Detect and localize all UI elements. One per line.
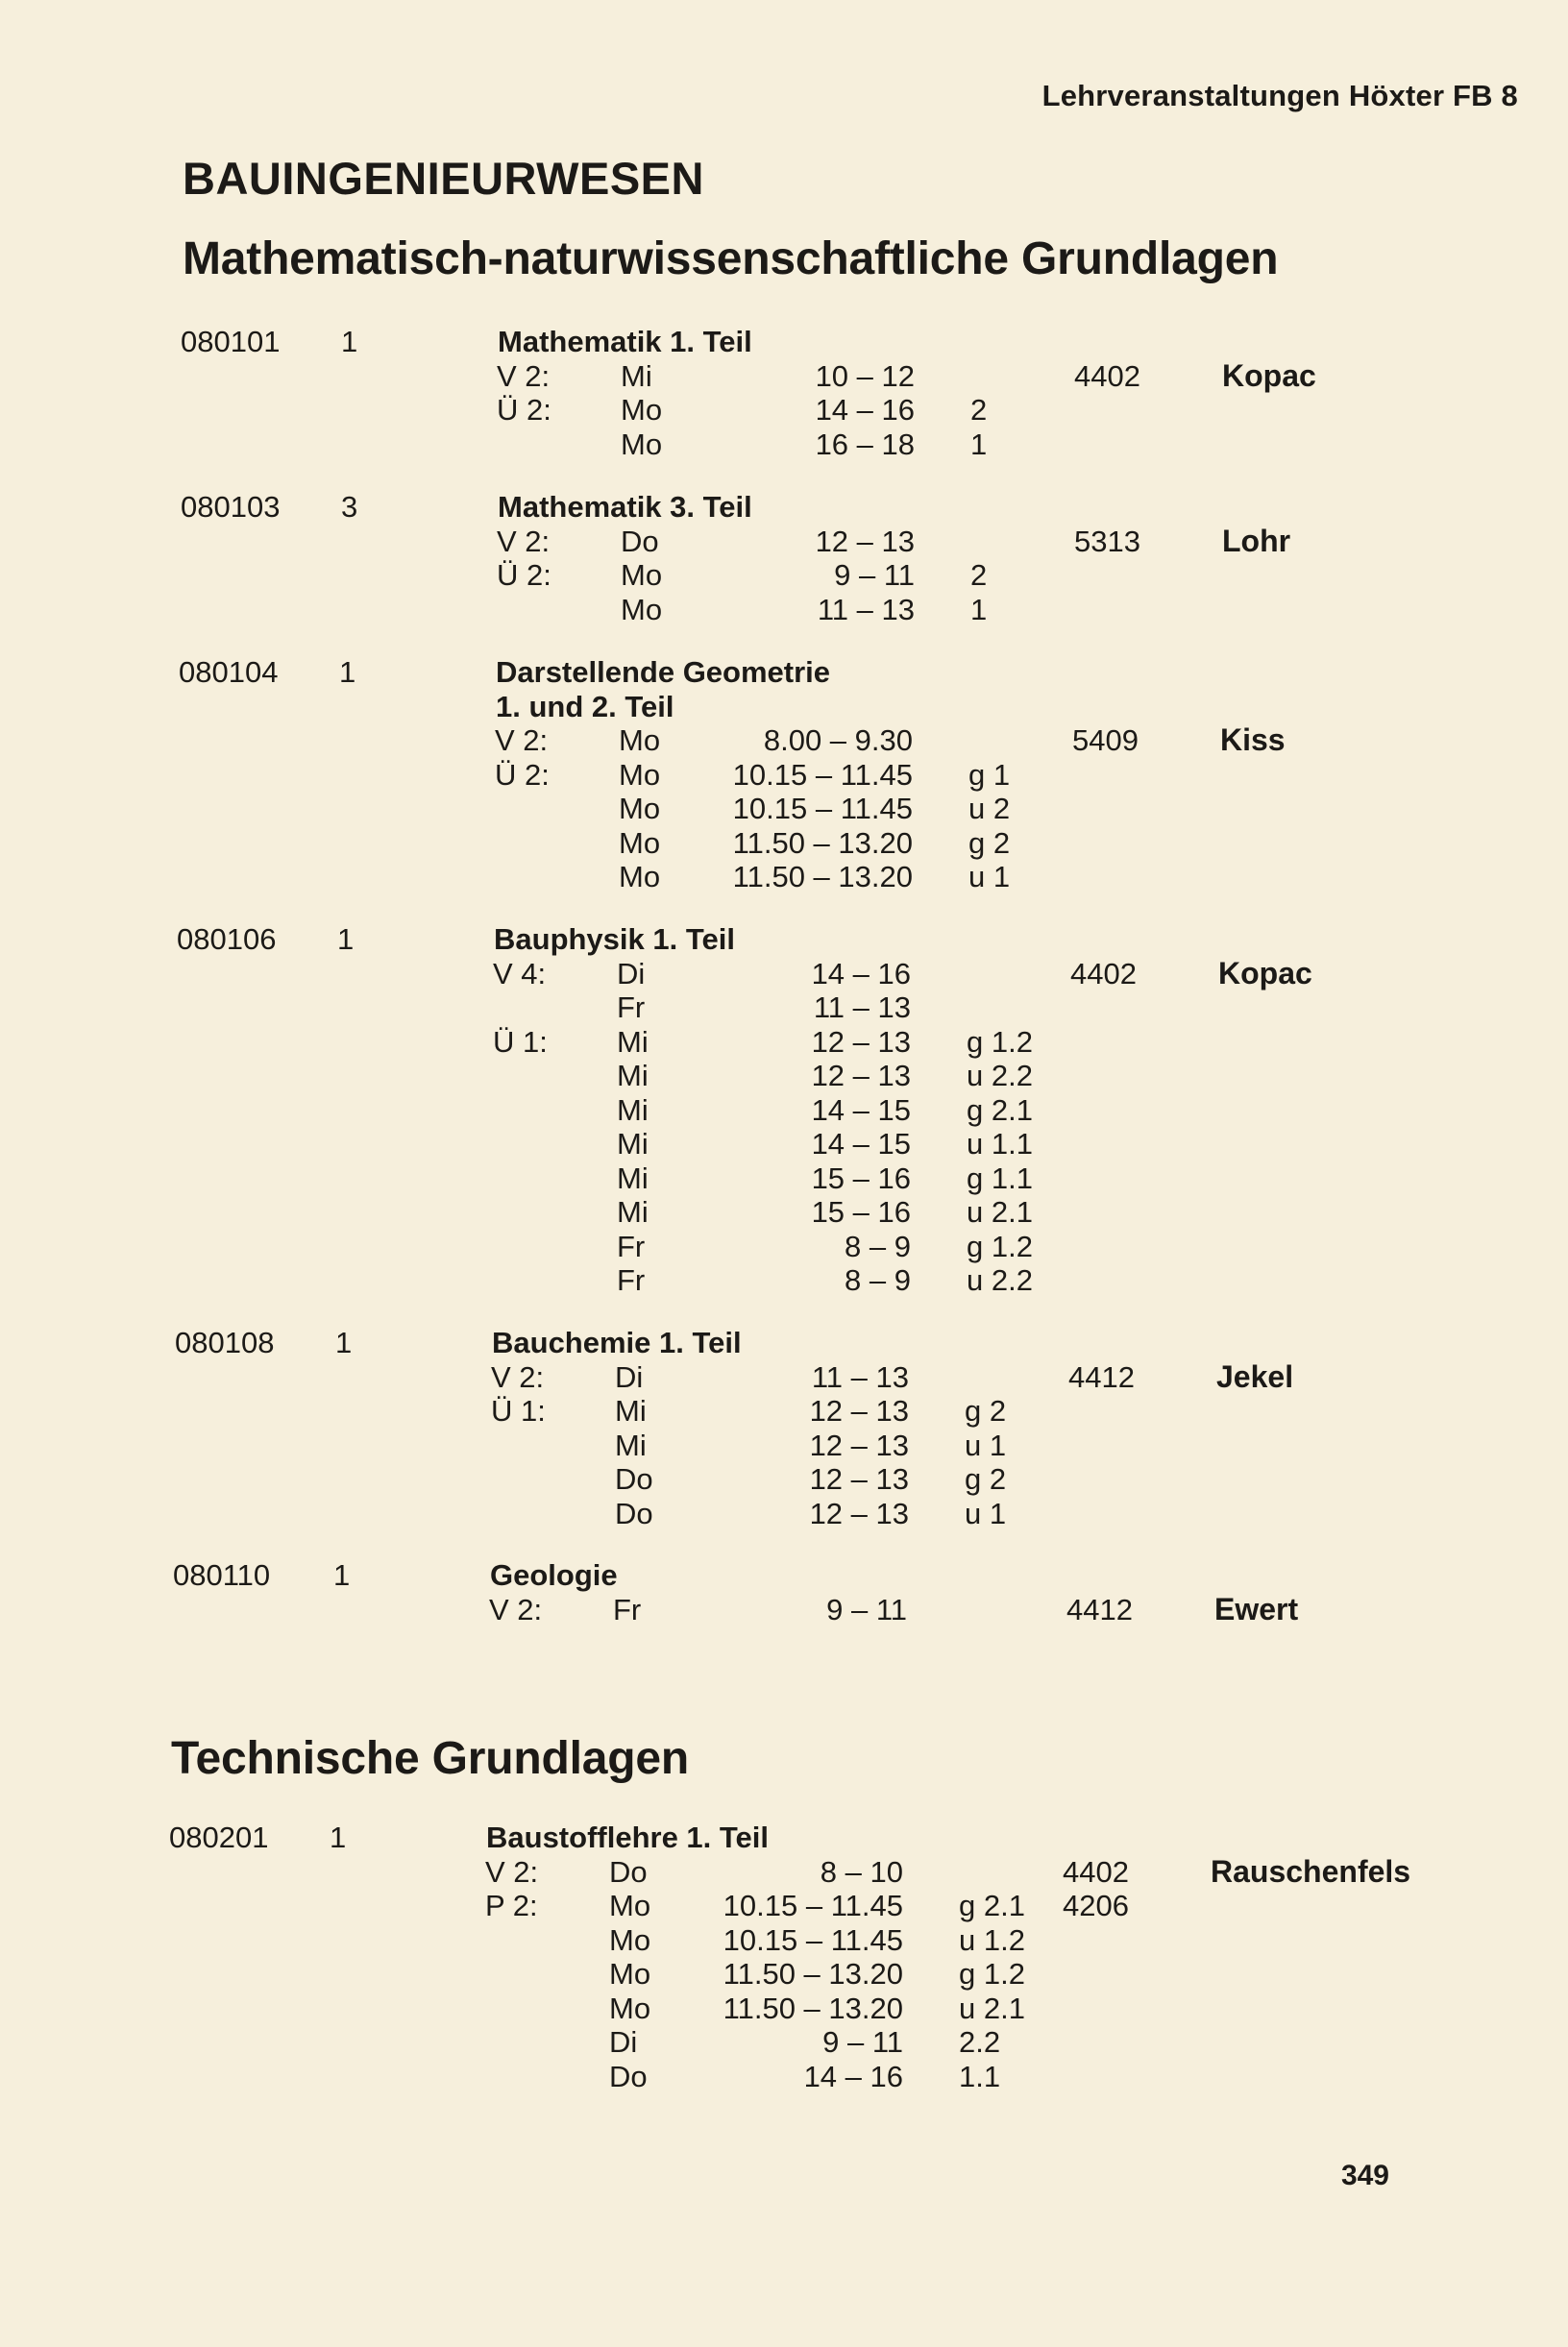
time-range: 12 – 13 xyxy=(809,1428,909,1462)
room-number: 4402 xyxy=(1063,1854,1129,1889)
schedule-row xyxy=(0,393,1568,427)
weekday: Mi xyxy=(617,1092,649,1127)
weekday: Mo xyxy=(609,1957,651,1991)
group-code: u 1.1 xyxy=(967,1127,1033,1161)
group-code: u 1 xyxy=(965,1496,1007,1530)
event-type: P 2: xyxy=(485,1889,538,1922)
time-range: 14 – 15 xyxy=(811,1092,911,1127)
group-code: g 2 xyxy=(965,1462,1007,1496)
time-range: 15 – 16 xyxy=(811,1161,911,1195)
weekday: Do xyxy=(609,1854,648,1889)
schedule-row xyxy=(0,758,1568,792)
event-type: V 2: xyxy=(489,1592,543,1626)
group-code: 1.1 xyxy=(959,2059,1001,2093)
weekday: Mo xyxy=(619,860,661,893)
schedule-row xyxy=(0,1263,1568,1297)
course-title: Mathematik 1. Teil xyxy=(498,325,752,358)
schedule-row xyxy=(0,723,1568,757)
weekday: Mi xyxy=(617,1195,649,1229)
group-code: u 1 xyxy=(965,1428,1007,1462)
time-range: 12 – 13 xyxy=(815,524,915,558)
time-range: 8 – 10 xyxy=(820,1854,903,1889)
group-code: u 2.1 xyxy=(959,1991,1025,2025)
schedule-row xyxy=(0,860,1568,893)
schedule-row xyxy=(0,990,1568,1024)
course-number: 080110 xyxy=(173,1558,271,1592)
weekday: Mi xyxy=(615,1394,647,1428)
course-title: Baustofflehre 1. Teil xyxy=(486,1821,769,1854)
schedule-row xyxy=(0,1161,1568,1195)
time-range: 10.15 – 11.45 xyxy=(723,1922,903,1957)
weekday: Do xyxy=(615,1496,653,1530)
time-range: 10.15 – 11.45 xyxy=(723,1889,903,1922)
course-semester: 1 xyxy=(335,1326,353,1359)
schedule-row xyxy=(0,1093,1568,1127)
weekday: Di xyxy=(617,956,646,990)
weekday: Mi xyxy=(617,1127,649,1161)
time-range: 8 – 9 xyxy=(845,1229,911,1263)
event-type: V 2: xyxy=(495,723,549,757)
weekday: Fr xyxy=(617,1229,646,1263)
schedule-row xyxy=(0,1957,1568,1991)
course-number: 080108 xyxy=(175,1326,275,1359)
group-code: g 2 xyxy=(965,1394,1007,1428)
course-number: 080104 xyxy=(179,655,279,689)
group-code: g 1 xyxy=(968,757,1011,792)
schedule-row xyxy=(0,428,1568,461)
weekday: Di xyxy=(609,2025,638,2059)
page-number: 349 xyxy=(1340,2160,1389,2191)
event-type: Ü 2: xyxy=(495,757,550,792)
course-semester: 3 xyxy=(341,490,358,524)
group-code: u 1 xyxy=(968,860,1011,893)
group-code: g 2 xyxy=(968,825,1011,860)
time-range: 12 – 13 xyxy=(811,1059,911,1092)
weekday: Mo xyxy=(609,1889,651,1922)
lecturer-name: Kiss xyxy=(1220,722,1286,757)
time-range: 14 – 16 xyxy=(815,393,915,427)
time-range: 11.50 – 13.20 xyxy=(732,860,913,893)
schedule-row xyxy=(0,1593,1568,1626)
schedule-row xyxy=(0,1059,1568,1092)
weekday: Mo xyxy=(619,723,661,757)
schedule-row xyxy=(0,1127,1568,1161)
schedule-row xyxy=(0,1025,1568,1059)
course-title: Mathematik 3. Teil xyxy=(498,490,752,524)
time-range: 11 – 13 xyxy=(813,990,911,1024)
group-code: g 2.1 xyxy=(967,1092,1033,1127)
schedule-row xyxy=(0,1360,1568,1394)
group-code: 2.2 xyxy=(959,2025,1001,2059)
time-range: 11 – 13 xyxy=(811,1359,909,1394)
weekday: Mi xyxy=(617,1161,649,1195)
course-semester: 1 xyxy=(339,655,356,689)
event-type: V 2: xyxy=(497,358,551,393)
running-header: Lehrveranstaltungen Höxter FB 8 xyxy=(1041,79,1518,112)
time-range: 10 – 12 xyxy=(815,358,915,393)
time-range: 12 – 13 xyxy=(809,1394,909,1428)
lecturer-name: Lohr xyxy=(1222,523,1291,558)
weekday: Fr xyxy=(617,1263,646,1297)
schedule-row xyxy=(0,1195,1568,1229)
time-range: 12 – 13 xyxy=(809,1496,909,1530)
weekday: Do xyxy=(609,2059,648,2093)
group-code: g 1.1 xyxy=(967,1161,1033,1195)
event-type: Ü 2: xyxy=(497,393,551,427)
event-type: Ü 1: xyxy=(493,1024,548,1059)
lecturer-name: Rauschenfels xyxy=(1211,1853,1411,1889)
schedule-row xyxy=(0,826,1568,860)
room-number: 4402 xyxy=(1074,358,1140,393)
room-number: 4412 xyxy=(1068,1359,1135,1394)
group-code: 2 xyxy=(970,393,988,427)
weekday: Mi xyxy=(617,1059,649,1092)
time-range: 11.50 – 13.20 xyxy=(732,825,913,860)
group-code: u 2.2 xyxy=(967,1059,1033,1092)
course-number: 080103 xyxy=(181,490,281,524)
group-code: 2 xyxy=(970,558,988,592)
schedule-row xyxy=(0,558,1568,592)
time-range: 14 – 16 xyxy=(811,956,911,990)
course-number: 080101 xyxy=(181,325,281,358)
schedule-row xyxy=(0,957,1568,990)
event-type: V 2: xyxy=(497,524,551,558)
course-title: Bauchemie 1. Teil xyxy=(492,1326,742,1359)
schedule-row xyxy=(0,1429,1568,1462)
schedule-row xyxy=(0,359,1568,393)
lecturer-name: Kopac xyxy=(1218,955,1312,990)
section-heading: Mathematisch-naturwissenschaftliche Grundlagen xyxy=(183,233,1279,284)
group-code: u 1.2 xyxy=(959,1922,1025,1957)
course-title-continued: 1. und 2. Teil xyxy=(496,689,674,723)
group-code: u 2 xyxy=(968,792,1011,825)
group-code: u 2.2 xyxy=(967,1263,1033,1297)
course-title: Bauphysik 1. Teil xyxy=(494,922,735,956)
room-number: 5313 xyxy=(1074,524,1140,558)
group-code: u 2.1 xyxy=(967,1195,1033,1229)
course-semester: 1 xyxy=(330,1821,347,1854)
room-number: 4402 xyxy=(1070,956,1137,990)
course-number: 080201 xyxy=(169,1821,269,1854)
time-range: 8.00 – 9.30 xyxy=(763,723,913,757)
lecturer-name: Kopac xyxy=(1222,357,1316,393)
room-number: 5409 xyxy=(1072,723,1139,757)
schedule-row xyxy=(0,2060,1568,2093)
time-range: 9 – 11 xyxy=(826,1592,907,1626)
weekday: Fr xyxy=(617,990,646,1024)
lecturer-name: Ewert xyxy=(1214,1591,1299,1626)
course-title: Darstellende Geometrie xyxy=(496,655,831,689)
weekday: Mo xyxy=(621,427,663,461)
event-type: V 2: xyxy=(485,1854,539,1889)
weekday: Mo xyxy=(609,1991,651,2025)
group-code: 1 xyxy=(970,592,988,626)
weekday: Mo xyxy=(621,592,663,626)
course-title: Geologie xyxy=(490,1558,618,1592)
main-title: BAUINGENIEURWESEN xyxy=(183,153,704,204)
course-semester: 1 xyxy=(341,325,358,358)
weekday: Mi xyxy=(615,1428,647,1462)
event-type: Ü 2: xyxy=(497,558,551,592)
schedule-row xyxy=(0,1889,1568,1922)
time-range: 15 – 16 xyxy=(811,1195,911,1229)
time-range: 16 – 18 xyxy=(815,427,915,461)
event-type: V 2: xyxy=(491,1359,545,1394)
schedule-row xyxy=(0,1992,1568,2025)
weekday: Fr xyxy=(613,1592,642,1626)
course-semester: 1 xyxy=(333,1558,351,1592)
schedule-row xyxy=(0,593,1568,626)
course-semester: 1 xyxy=(337,922,355,956)
schedule-row xyxy=(0,1923,1568,1957)
time-range: 11.50 – 13.20 xyxy=(723,1991,903,2025)
lecturer-name: Jekel xyxy=(1216,1358,1294,1394)
schedule-row xyxy=(0,1497,1568,1530)
weekday: Mi xyxy=(621,358,652,393)
time-range: 12 – 13 xyxy=(811,1024,911,1059)
group-code: g 2.1 xyxy=(959,1889,1025,1922)
schedule-row xyxy=(0,2025,1568,2059)
schedule-row xyxy=(0,792,1568,825)
schedule-row xyxy=(0,1462,1568,1496)
group-code: g 1.2 xyxy=(967,1229,1033,1263)
weekday: Di xyxy=(615,1359,644,1394)
weekday: Mo xyxy=(619,825,661,860)
schedule-row xyxy=(0,1394,1568,1428)
schedule-row xyxy=(0,525,1568,558)
weekday: Do xyxy=(621,524,659,558)
group-code: g 1.2 xyxy=(967,1024,1033,1059)
weekday: Mo xyxy=(619,792,661,825)
section-heading: Technische Grundlagen xyxy=(171,1733,690,1784)
room-number: 4206 xyxy=(1063,1889,1129,1922)
schedule-row xyxy=(0,1855,1568,1889)
time-range: 11 – 13 xyxy=(817,592,915,626)
group-code: 1 xyxy=(970,427,988,461)
event-type: V 4: xyxy=(493,956,547,990)
time-range: 10.15 – 11.45 xyxy=(732,792,913,825)
weekday: Mo xyxy=(609,1922,651,1957)
time-range: 10.15 – 11.45 xyxy=(732,757,913,792)
course-number: 080106 xyxy=(177,922,277,956)
room-number: 4412 xyxy=(1066,1592,1133,1626)
weekday: Mi xyxy=(617,1024,649,1059)
group-code: g 1.2 xyxy=(959,1957,1025,1991)
event-type: Ü 1: xyxy=(491,1394,546,1428)
time-range: 14 – 16 xyxy=(803,2059,903,2093)
schedule-row xyxy=(0,1230,1568,1263)
time-range: 11.50 – 13.20 xyxy=(723,1957,903,1991)
weekday: Mo xyxy=(619,757,661,792)
weekday: Mo xyxy=(621,558,663,592)
time-range: 9 – 11 xyxy=(834,558,915,592)
time-range: 14 – 15 xyxy=(811,1127,911,1161)
time-range: 9 – 11 xyxy=(822,2025,903,2059)
weekday: Mo xyxy=(621,393,663,427)
time-range: 12 – 13 xyxy=(809,1462,909,1496)
weekday: Do xyxy=(615,1462,653,1496)
time-range: 8 – 9 xyxy=(845,1263,911,1297)
